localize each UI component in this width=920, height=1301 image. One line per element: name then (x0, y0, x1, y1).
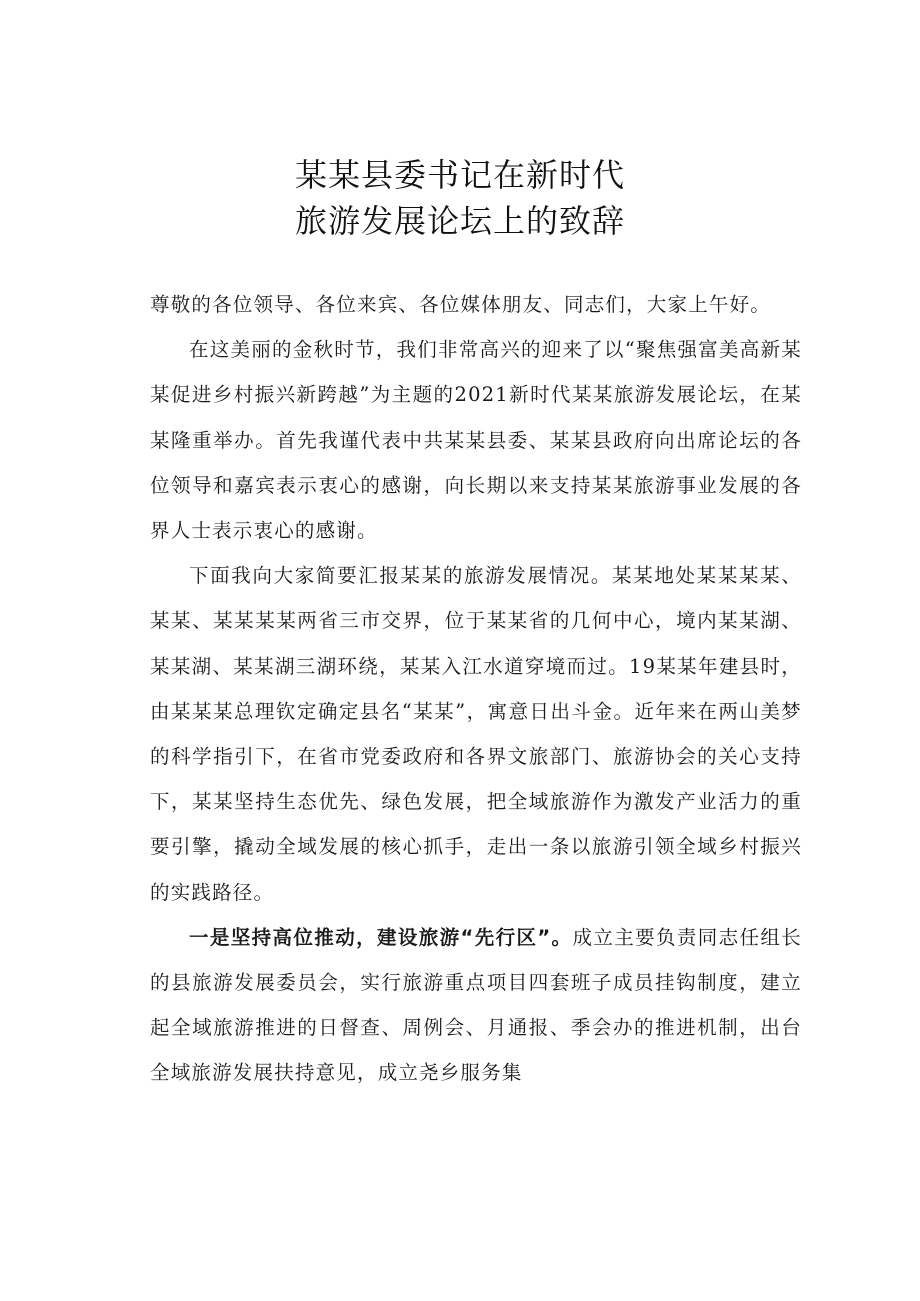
document-title (0, 152, 920, 244)
body-paragraph-3 (150, 915, 802, 1096)
title-line-2: 旅游发展论坛上的致辞 (294, 202, 625, 240)
body-paragraph-2: 下面我向大家简要汇报某某的旅游发展情况。某某地处某某某某、某某、某某某某两省三市交界，位于某某省的几何中心，境内某某湖、某某湖、某某湖三湖环绕，某某入江水道穿境而过。19某某年建县时，由某某某总理钦定确定县名“某某”，寓意日出斗金。近年来在两山美梦的科学指引下，在省市党委政府和各界文旅部门、旅游协会的关心支持下，某某坚持生态优先、绿色发展，把全域旅游作为激发产业活力的重要引擎，撬动全域发展的核心抓手，走出一条以旅游引领全域乡村振兴的实践路径。 (150, 564, 802, 904)
paragraph-3-lead: 一是坚持高位推动，建设旅游“先行区”。 (189, 925, 573, 949)
body-paragraph-1: 在这美丽的金秋时节，我们非常高兴的迎来了以“聚焦强富美高新某某促进乡村振兴新跨越”为主题的2021新时代某某旅游发展论坛，在某某隆重举办。首先我谨代表中共某某县委、某某县政府向出席论坛的各位领导和嘉宾表示衷心的感谢，向长期以来支持某某旅游事业发展的各界人士表示衷心的感谢。 (150, 338, 802, 543)
document-body (150, 282, 802, 1096)
salutation-paragraph: 尊敬的各位领导、各位来宾、各位媒体朋友、同志们，大家上午好。 (150, 293, 772, 316)
title-line-1: 某某县委书记在新时代 (294, 156, 625, 194)
paragraph-3-body: 成立主要负责同志任组长的县旅游发展委员会，实行旅游重点项目四套班子成员挂钩制度，建立起全域旅游推进的日督查、周例会、月通报、季会办的推进机制，出台全域旅游发展扶持意见，成立尧乡服务集 (150, 925, 803, 1085)
